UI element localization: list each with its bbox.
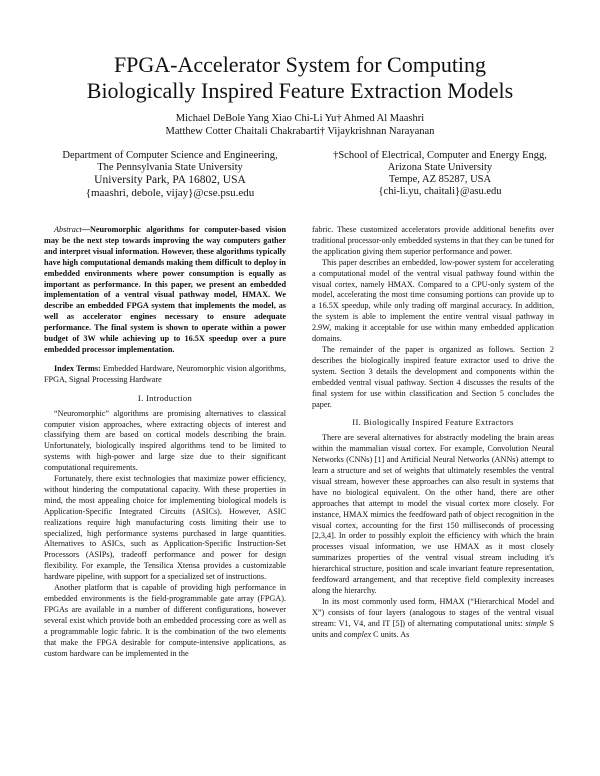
affiliation-left — [40, 150, 300, 199]
abstract — [44, 225, 286, 356]
affiliation-line: Department of Computer Science and Engineering, — [62, 150, 278, 161]
index-terms-text: Embedded Hardware, Neuromorphic vision algorithms, FPGA, Signal Processing Hardware — [44, 363, 286, 384]
body-text: In its most commonly used form, HMAX (“Hierarchical Model and X”) consists of four layers (analogous to stages of the ventral visual stream: V1, V4, and IT [5]) of alternating computational units: — [312, 596, 554, 628]
left-column — [44, 225, 286, 659]
body-paragraph: There are several alternatives for abstractly modeling the brain areas within the mammalian visual cortex. For example, Convolution Neural Networks (CNNs) [1] and Artificial Neural Networks (ANNs) attempt to learn a structure and set of weights that ultimately resembles the ventral visual stream, however these approaches can also result in systems that have no biological equivalent. On the other hand, there are other approaches that attempt to model the visual cortex more closely. For instance, HMAX mimics the feedfoward path of object recognition in the visual cortex, accounting for the first 150 milliseconds of processing [2,3,4]. In order to possibly exploit the efficiency with which the brain processes visual information, we use HMAX as it most closely summarizes properties of the ventral visual stream including it's hierarchical structure, position and scale invariant feature representation, feedfoward arrangement, and that receptive field complexity increases along the hierarchy. — [312, 433, 554, 595]
affiliation-line: Tempe, AZ 85287, USA — [388, 174, 492, 185]
section-heading-feature-extractors: II. Biologically Inspired Feature Extractors — [352, 417, 514, 428]
affiliation-line: University Park, PA 16802, USA — [94, 174, 246, 186]
authors-line-1: Michael DeBole Yang Xiao Chi-Li Yu† Ahmed Al Maashri — [175, 113, 425, 124]
body-text: C units. As — [371, 629, 410, 639]
affiliation-right — [320, 150, 560, 198]
paper-title-line-1: FPGA-Accelerator System for Computing — [113, 52, 487, 77]
index-terms-label: Index Terms: — [54, 363, 101, 373]
affiliation-email: {maashri, debole, vijay}@cse.psu.edu — [85, 187, 255, 199]
index-terms — [44, 364, 286, 386]
affiliation-line: †School of Electrical, Computer and Energy Engg, — [333, 150, 547, 161]
body-text: S units and — [312, 618, 554, 639]
emphasis-simple: simple — [525, 618, 547, 628]
body-paragraph: fabric. These customized accelerators provide additional benefits over traditional processor-only embedded systems in that they can be tuned for the application giving them superior performance and power. — [312, 225, 554, 256]
paper-title-line-2: Biologically Inspired Feature Extraction Models — [86, 78, 514, 103]
abstract-text: —Neuromorphic algorithms for computer-based vision may be the next step towards improving the way computers gather and interpret visual information. However, these algorithms typically have high computational demands making them difficult to deploy in embedded environments where power consumption is equally as important as performance. In this paper, we present an embedded implementation of a ventral visual pathway model, HMAX. We describe an embedded FPGA system that implements the model, as well as accelerator engines necessary to ensure adequate performance. The final system is shown to operate within a power budget of 3W while achieving up to 16.5X speedup over a pure embedded processor implementation. — [44, 225, 286, 354]
body-paragraph: Fortunately, there exist technologies that maximize power efficiency, without hindering the computational capacity. With these properties in mind, the most appealing choice for implementing biological models is Application-Specific Integrated Circuits (ASICs). However, ASIC realizations require high manufacturing costs limiting their use to specialized, high performance systems purchased in large quantities. Alternatives to ASICs, such as Application-Specific Instruction-Set Processors (ASIPs), tradeoff performance and power for design flexibility. For example, the Tensilica Xtensa provides a customizable hardware pipeline, with support for a specialized set of instructions. — [44, 474, 286, 582]
abstract-label: Abstract — [54, 225, 82, 234]
emphasis-complex: complex — [343, 629, 372, 639]
affiliation-email: {chi-li.yu, chaitali}@asu.edu — [378, 186, 502, 197]
affiliation-line: The Pennsylvania State University — [97, 162, 243, 173]
body-paragraph: “Neuromorphic” algorithms are promising alternatives to classical computer vision approaches, where extracting objects of interest and classifying them are based on cortical models describing the brain. Unfortunately, biologically inspired algorithms tend to be limited to systems with high-power and large size due to their significant computational requirements. — [44, 408, 286, 473]
body-paragraph — [312, 597, 554, 641]
affiliation-line: Arizona State University — [387, 162, 493, 173]
body-paragraph: Another platform that is capable of providing high performance in embedded environments is the field-programmable gate array (FPGA). FPGAs are available in a number of different configurations, however several exist which provide both an embedded processing core as well as a programmable logic fabric. It is the combination of the two elements that make the FPGA desirable for compute-intensive applications, as custom hardware can be implemented in the — [44, 583, 286, 658]
section-heading-introduction: I. Introduction — [137, 392, 193, 403]
body-paragraph: This paper describes an embedded, low-power system for accelerating a computational model of the ventral visual pathway found within the visual cortex, namely HMAX. Compared to a CPU-only system of the model, accelerating the most time consuming portions can provide up to a 16.5X speedup, while only trading off marginal accuracy. In addition, the system is able to implement the entire ventral visual pathway in 2.9W, making it acceptable for use within many embedded application domains. — [312, 257, 554, 344]
right-column — [312, 225, 554, 641]
authors-line-2: Matthew Cotter Chaitali Chakrabarti† Vijaykrishnan Narayanan — [165, 126, 435, 137]
body-paragraph: The remainder of the paper is organized as follows. Section 2 describes the biologically inspired feature extractor used to drive the system. Section 3 details the development and components within the embedded ventral visual pathway. Section 4 discusses the results of the final system for use within classification and Section 5 concludes the paper. — [312, 344, 554, 409]
